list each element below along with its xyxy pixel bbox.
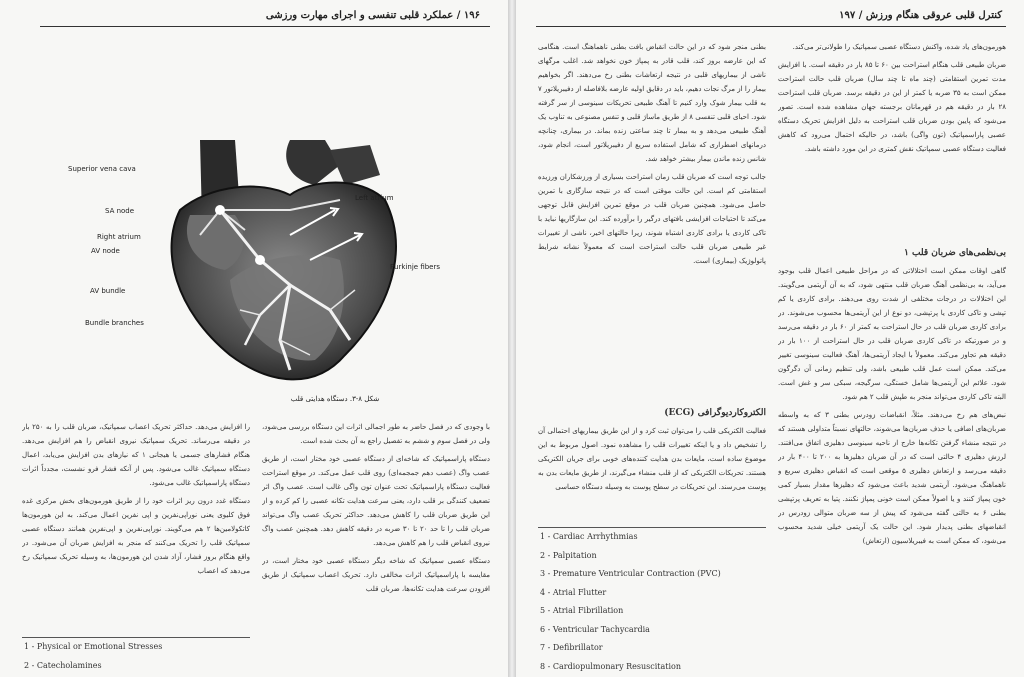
paragraph: نبض‌های هم رخ می‌دهند. مثلاً، انقباضات زودرس بطنی ۳ که به واسطه ضربان‌های اضافی یا حذف ضربان‌ها می‌شوند، حالتهای نسبتاً متداولی هستند که در نتیجه منشاء گرفتن تکانه‌ها خارج از ناحیه سینوسی دهلیزی اتفاق می‌افتند. لرزش دهلیزی ۴ حالتی است که در آن ضربان دهلیزها به ۲۰۰ تا ۴۰۰ بار در دقیقه می‌رسد و ارتعاش دهلیزی ۵ موقعی است که انقباض دهلیزی سریع و ناهماهنگ می‌شود. آریتمی شدید باعث می‌شود که دهلیزها مقدار بسیار کمی خون پمپاژ کنند و یا اصولاً ممکن است خونی پمپاژ نکنند. پتیا به تعریف پرتپشی بطنی ۶ به حالتی گفته می‌شود که پیش از سه ضربان متوالی زودرس در انقباضهای بطنی پدیدار شود. این حالت یک آریتمی خیلی شدید محسوب می‌شود، که ممکن است به فیبریلاسیون (ارتعاش) — [778, 411, 1006, 545]
paragraph: دستگاه غدد درون ریز اثرات خود را از طریق هورمون‌های بخش مرکزی غده فوق کلیوی یعنی نوراپی‌نفرین و اپی نفرین اعمال می‌کند. به این هورمون‌ها کاتکولامین‌ها ۲ هم می‌گویند. نوراپی‌نفرین و اپی‌نفرین همانند دستگاه عصبی سمپاتیک قلب را تحریک می‌کنند که منجر به افزایش ضربان آن می‌شود. در واقع هنگام بروز فشار، آزاد شدن این هورمون‌ها، به وسیله تحریک سمپاتیک رخ می‌دهد که اعصاب — [22, 497, 250, 575]
label-right-atrium: Right atrium — [97, 233, 141, 241]
footnote: 4 - Atrial Flutter — [540, 587, 607, 597]
paragraph: گاهی اوقات ممکن است اختلالاتی که در مراحل طبیعی اعمال قلب بوجود می‌آید، به بی‌نظمی آهنگ ضربان قلب منتهی شود، که به آن آریتمی می‌گویند. این اختلالات در درجات مختلفی از شدت روی می‌دهند. برادی کاردی یا کم تپشی و تاکی کاردی یا پرتپشی، دو نوع از این آریتمی‌ها محسوب می‌شوند. در برادی کاردی ضربان قلب در حال استراحت به کمتر از ۶۰ بار در دقیقه می‌رسد و در صورتیکه در تاکی کاردی ضربان قلب در حال استراحت از ۱۰۰ بار در دقیقه هم تجاوز می‌کند. معمولاً با ایجاد آریتمی‌ها، آهنگ فعالیت سینوسی تغییر می‌کند. ممکن است عمل قلب طبیعی باشد، ولی تنظیم زمانی آن دگرگون شود. علائم این آریتمی‌ها شامل خستگی، سرگیجه، سبکی سر و غش است. البته تاکی کاردی می‌تواند منجر به طپش قلب ۲ هم شود. — [778, 267, 1006, 401]
left-footnotes — [24, 638, 162, 675]
footnote: 6 - Ventricular Tachycardia — [540, 624, 650, 634]
footnote: 1 - Physical or Emotional Stresses — [24, 642, 163, 651]
left-page-column-left — [22, 420, 250, 630]
right-footnotes — [540, 528, 721, 676]
right-header-rule — [536, 26, 1006, 27]
left-header-rule — [40, 26, 490, 27]
right-page-column-right-top — [778, 40, 1006, 238]
paragraph: فعالیت الکتریکی قلب را می‌توان ثبت کرد و از این طریق بیماریهای احتمالی آن را تشخیص داد و یا اینکه تغییرات قلب را مشاهده نمود. اصول مربوط به این موضوع ساده است، مایعات بدن هدایت کننده‌های خوبی برای جریان الکتریکی هستند. تحریکات الکتریکی که از قلب منشاء می‌گیرند، از طریق مایعات بدن به پوست می‌رسند. این تحریکات در سطح پوست به وسیله دستگاه حساسی — [538, 427, 766, 491]
right-page-column-left-bottom — [538, 400, 766, 518]
footnote: 3 - Premature Ventricular Contraction (PVC) — [540, 569, 721, 578]
section-heading-arrhythmia: بی‌نظمی‌های ضربان قلب ۱ — [904, 248, 1006, 258]
paragraph: دستگاه پاراسمپاتیک که شاخه‌ای از دستگاه عصبی خود مختار است، از طریق عصب واگ (عصب دهم جمجمه‌ای) روی قلب عمل می‌کند. در موقع استراحت فعالیت دستگاه پاراسمپاتیک تحت عنوان تون واگی غالب است. عصب واگ اثر تضعیف کنندگی بر قلب دارد، یعنی سرعت هدایت تکانه عصبی را کم کرده و از این طریق ضربان قلب را کاهش می‌دهد. حداکثر تحریک عصب واگ می‌تواند ضربان قلب را تا حد ۲۰ تا ۳۰ ضربه در دقیقه کاهش دهد. همچنین عصب واگ نیروی انقباض قلب را هم کاهش می‌دهد. — [262, 455, 490, 547]
paragraph: ضربان طبیعی قلب هنگام استراحت بین ۶۰ تا ۸۵ بار در دقیقه است. با افزایش مدت تمرین استقامتی (چند ماه تا چند سال) ضربان قلب حالت استراحت ممکن است به ۳۵ ضربه یا کمتر از این در دقیقه برسد. ضربان قلب استراحت ۲۸ بار در دقیقه هم در قهرمانان برجسته جهان مشاهده شده است. تصور می‌شود که پایین بودن ضربان قلب استراحت به دلیل افزایش تحریک دستگاه عصبی پاراسمپاتیک (تون واگی) باشد، در حالیکه احتمال می‌رود که کاهش فعالیت دستگاه عصبی سمپاتیک نقش کمتری در این مورد داشته باشد. — [778, 61, 1006, 153]
label-sa-node: SA node — [105, 207, 135, 215]
section-heading-ecg: الکتروکاردیوگرافی (ECG) — [664, 408, 766, 418]
paragraph: با وجودی که در فصل حاضر به طور اجمالی اثرات این دستگاه بررسی می‌شود، ولی در فصل سوم و ششم به تفصیل راجع به آن بحث شده است. — [262, 423, 490, 445]
paragraph: هورمون‌های یاد شده، واکنش دستگاه عصبی سمپاتیک را طولانی‌تر می‌کند. — [792, 43, 1006, 51]
paragraph: بطنی منجر شود که در این حالت انقباض بافت بطنی ناهماهنگ است. هنگامی که این عارضه بروز کند، قلب قادر به پمپاژ خون نخواهد شد. اغلب مرگهای ناشی از بیماریهای قلبی در نتیجه ارتعاشات بطنی رخ می‌دهند. اگر بخواهیم بیمار را از مرگ نجات دهیم، باید در دقایق اولیه عارضه بلافاصله از دفیبریلاتور ۷ به قلب بیمار شوک وارد کنیم تا آهنگ طبیعی تحریکات سینوسی از سر گرفته شود. احیای قلبی تنفسی ۸ از طریق ماساژ قلبی و تنفس مصنوعی به تناوب یک آهنگ طبیعی می‌دهد و به بیمار تا چند ساعتی زنده بماند. در بیماری، چنانچه درمانهای اضطراری که شامل استفاده سریع از دفیبریلاتور است، انجام شود، شانس زنده ماندن بیمار بیشتر خواهد شد. — [538, 43, 766, 163]
left-page-column-right — [262, 420, 490, 677]
footnote: 2 - Catecholamines — [24, 660, 102, 670]
label-av-bundle: AV bundle — [90, 287, 126, 295]
paragraph: را افزایش می‌دهد. حداکثر تحریک اعصاب سمپاتیک، ضربان قلب را به ۲۵۰ بار در دقیقه می‌رساند. تحریک سمپاتیک نیروی انقباض را هم افزایش می‌دهد. هنگام فشارهای جسمی یا هیجانی ۱ که نیازهای بدن افزایش می‌یابد، اعمال دستگاه سمپاتیک غالب می‌شود. پس از آنکه فشار فرو نشست، مجدداً اثرات دستگاه پاراسمپاتیک غالب می‌شود. — [22, 423, 250, 487]
footnote: 5 - Atrial Fibrillation — [540, 606, 624, 615]
paragraph: جالب توجه است که ضربان قلب زمان استراحت بسیاری از ورزشکاران ورزیده استقامتی کم است. این حالت موقتی است که در نتیجه سازگاری با تمرین حاصل می‌شود. همچنین ضربان قلب در موقع تمرین افزایش قابل توجهی می‌کند تا احتیاجات افزایشی بافتهای درگیر را برآورده کند. این سازگاریها نباید با تاکی کاردی یا برادی کاردی اشتباه شوند، زیرا حالتهای اخیر، ناشی از تغییرات غیر طبیعی ضربان قلب حالت استراحت است که معمولاً نشانه شرایط پاتولوژیک (بیماری) است. — [538, 173, 766, 265]
footnote: 7 - Defibrillator — [540, 643, 603, 652]
left-page-header: ۱۹۶ / عملکرد قلبی تنفسی و اجرای مهارت ورزشی — [265, 10, 480, 21]
footnote: 8 - Cardiopulmonary Resuscitation — [540, 661, 682, 671]
label-superior-vena-cava: Superior vena cava — [68, 165, 136, 173]
label-purkinje-fibers: Purkinje fibers — [390, 263, 441, 271]
book-gutter — [508, 0, 516, 677]
footnote: 2 - Palpitation — [540, 550, 597, 560]
right-page-header: کنترل قلبی عروقی هنگام ورزش / ۱۹۷ — [839, 10, 1002, 21]
paragraph: دستگاه عصبی سمپاتیک که شاخه دیگر دستگاه عصبی خود مختار است، در مقایسه با پاراسمپاتیک اثرات مخالفی دارد. تحریک اعصاب سمپاتیک از طریق افزودن سرعت هدایت تکانه‌ها، ضربان قلب — [262, 557, 490, 593]
label-av-node: AV node — [91, 247, 120, 255]
left-page — [0, 0, 508, 677]
right-page-column-right-bottom — [778, 240, 1006, 670]
label-bundle-branches: Bundle branches — [85, 319, 144, 327]
right-page-column-left-top — [538, 40, 766, 366]
footnote: 1 - Cardiac Arrhythmias — [540, 532, 638, 541]
right-page — [516, 0, 1024, 677]
figure-caption: شکل ۸-۳. دستگاه هدایتی قلب — [290, 395, 380, 403]
label-left-atrium: Left atrium — [355, 194, 394, 202]
heart-conduction-figure — [140, 140, 430, 392]
